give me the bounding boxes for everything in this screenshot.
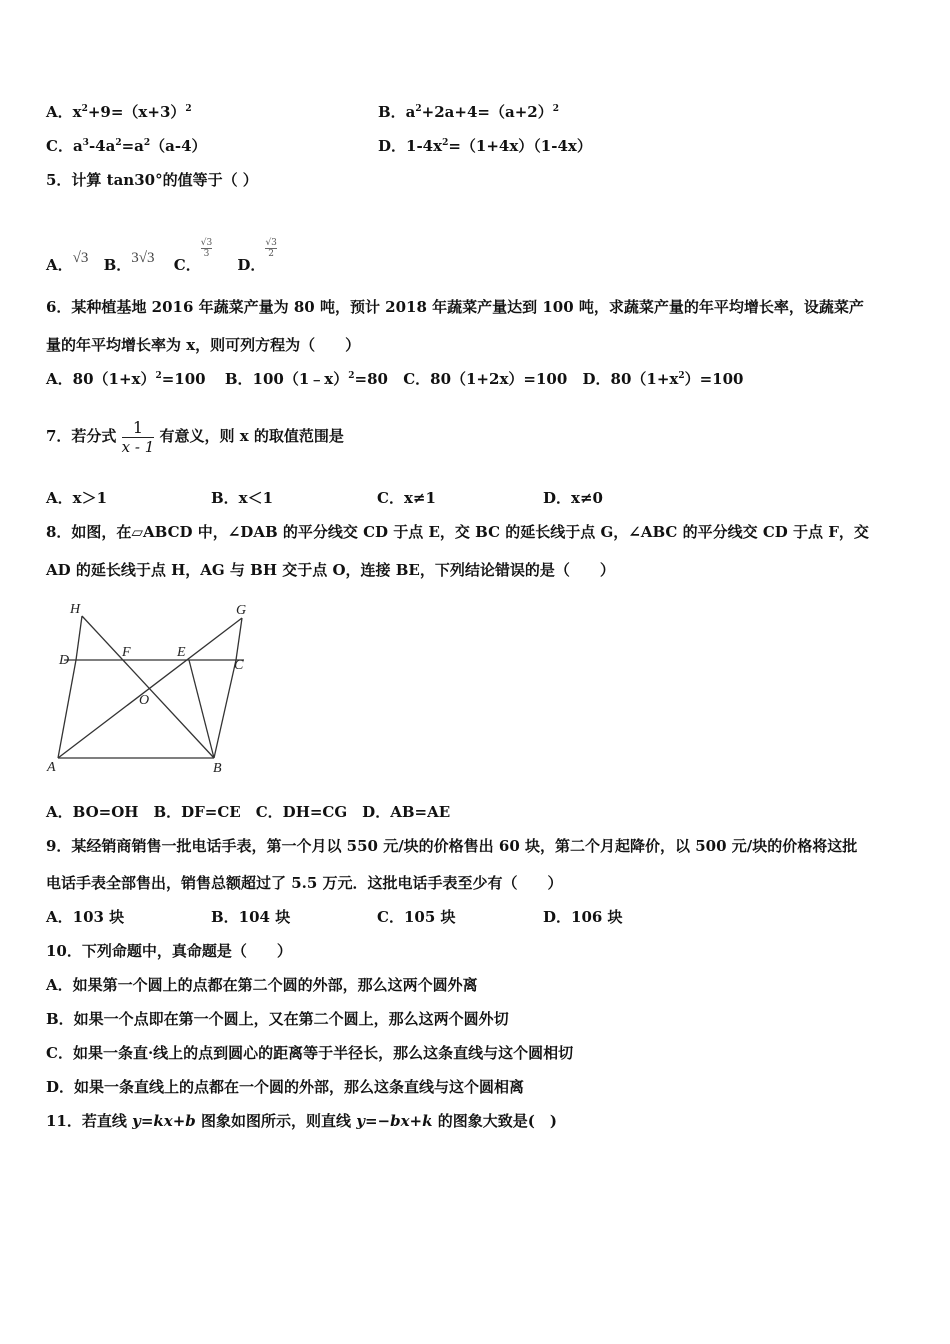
segment-ag [58,618,242,758]
label-c: C [234,658,244,673]
label-g: G [236,603,247,618]
q8-stem-line2: AD 的延长线于点 H，AG 与 BH 交于点 O，连接 BE，下列结论错误的是（ ） [46,561,615,579]
q10-option-c: C．如果一条直·线上的点到圆心的距离等于半径长，那么这条直线与这个圆相切 [46,1044,574,1062]
label-h: H [70,602,81,617]
q5-b-value: 3√3 [131,250,155,266]
q9-stem-line2: 电话手表全部售出，销售总额超过了 5.5 万元．这批电话手表至少有（ ） [46,874,563,892]
q4-option-a: A．$x^2+9=(x+3)^2$ [46,103,192,121]
q7-fraction: $\frac{1}{x - 1}$ [121,417,155,456]
label-e: E [177,645,186,660]
label-b: B [213,761,222,776]
q10-option-b: B．如果一个点即在第一个圆上，又在第二个圆上，那么这两个圆外切 [46,1010,509,1028]
q5-b-label: B． [103,256,132,274]
q9-option-b: B．104 块 [211,908,291,926]
q5-c-label: C． [173,256,201,274]
q7-stem: 7．若分式 $\frac{1}{x - 1}$ 有意义，则 x 的取值范围是 [46,417,344,456]
q5-stem: 5．计算 tan30°的值等于（ ） [46,171,258,189]
segment-bh [82,616,214,758]
q10-stem: 10．下列命题中，真命题是（ ） [46,942,292,960]
q5-c-fraction: $\frac{√3}{3}$ [200,238,213,259]
q5-a-value: √3 [72,250,89,266]
q9-option-a: A．103 块 [46,908,125,926]
q11-equation-1: y=kx+b [132,1112,196,1130]
q9-stem-line1: 9．某经销商销售一批电话手表，第一个月以 550 元/块的价格售出 60 块，第二个月起降价，以 500 元/块的价格将这批 [46,837,858,855]
q10-option-d: D．如果一条直线上的点都在一个圆的外部，那么这条直线与这个圆相离 [46,1078,525,1096]
segment-cg [236,618,242,660]
q5-d-fraction: $\frac{√3}{2}$ [265,238,277,259]
q7-option-a: A．x＞1 [46,489,108,507]
q7-option-b: B．x＜1 [211,489,274,507]
label-o: O [139,693,150,708]
q7-option-c: C．x≠1 [377,489,436,507]
q8-options: A．BO=OH B．DF=CE C．DH=CG D．AB=AE [46,803,451,821]
label-f: F [122,645,131,660]
q4-option-d: D．$1-4x^2=(1+4x)(1-4x)$ [378,137,592,155]
segment-bc [214,660,236,758]
q6-options: A．$80(1+x)^2=100$ B．100（1﹣x）$^2$=80 C．80（1+2x）=100 D．$80(1+x^2)=100$ [46,370,744,388]
q8-stem-line1: 8．如图，在▱ABCD 中，∠DAB 的平分线交 CD 于点 E，交 BC 的延长线于点 G，∠ABC 的平分线交 CD 于点 F，交 [46,523,869,541]
q11-stem: 11．若直线 y=kx+b 图象如图所示，则直线 y=−bx+k 的图象大致是( ) [46,1112,557,1130]
q6-stem-line1: 6．某种植基地 2016 年蔬菜产量为 80 吨，预计 2018 年蔬菜产量达到 100 吨，求蔬菜产量的年平均增长率，设蔬菜产 [46,298,864,316]
q9-option-c: C．105 块 [377,908,456,926]
q10-option-a: A．如果第一个圆上的点都在第二个圆的外部，那么这两个圆外离 [46,976,478,994]
q5-a-label: A． [46,256,73,274]
label-d: D [59,653,70,668]
q4-option-c: C．$a^3-4a^2=a^2(a-4)$ [46,137,207,155]
q6-stem-line2: 量的年平均增长率为 x，则可列方程为（ ） [46,336,361,354]
q8-parallelogram-figure [46,598,258,780]
q5-options [46,238,277,275]
segment-dh [76,616,82,660]
q7-option-d: D．x≠0 [543,489,603,507]
label-a: A [47,760,56,775]
q5-d-label: D． [237,256,266,274]
segment-ad [58,660,76,758]
q9-option-d: D．106 块 [543,908,623,926]
q4-option-b: B．$a^2+2a+4=(a+2)^2$ [378,103,559,121]
segment-be [189,660,214,758]
q11-equation-2: y=−bx+k [356,1112,433,1130]
